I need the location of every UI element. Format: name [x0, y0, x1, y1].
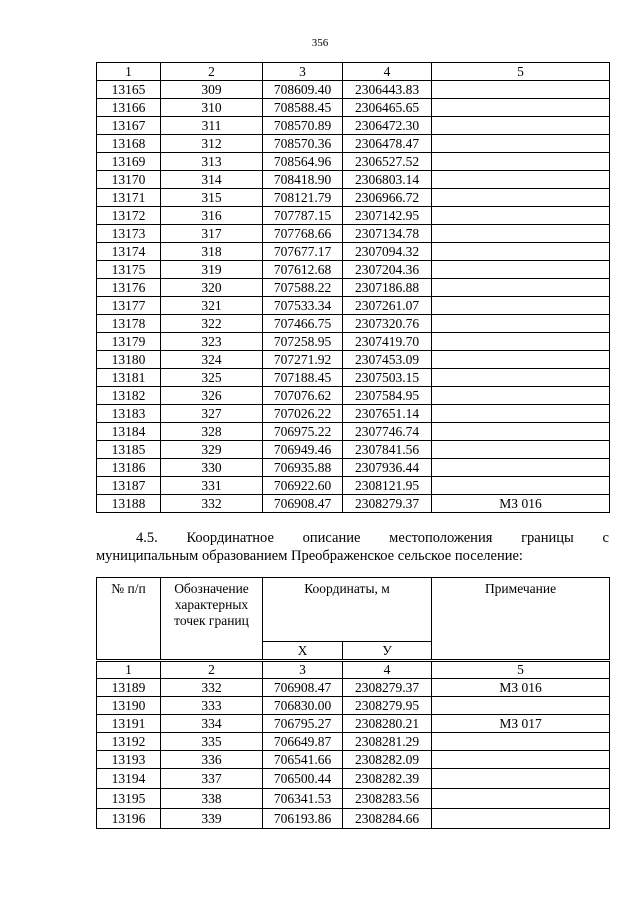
- page-number: 356: [311, 37, 329, 49]
- cell-point: 339: [161, 809, 263, 829]
- cell-note: [432, 117, 610, 135]
- cell-y: 2308283.56: [343, 789, 432, 809]
- cell-y: 2307419.70: [343, 333, 432, 351]
- cell-row-number: 13188: [97, 495, 161, 513]
- cell-row-number: 13166: [97, 99, 161, 117]
- cell-note: [432, 243, 610, 261]
- cell-point: 334: [161, 715, 263, 733]
- cell-point: 330: [161, 459, 263, 477]
- cell-row-number: 13194: [97, 769, 161, 789]
- table-row: [97, 189, 610, 207]
- cell-y: 2307186.88: [343, 279, 432, 297]
- column-number: 2: [161, 661, 263, 679]
- cell-note: [432, 751, 610, 769]
- table-row: [97, 495, 610, 513]
- cell-x: 708564.96: [263, 153, 343, 171]
- paragraph-word: границы: [521, 530, 574, 546]
- cell-note: [432, 99, 610, 117]
- cell-x: 707188.45: [263, 369, 343, 387]
- cell-point: 325: [161, 369, 263, 387]
- cell-y: 2308282.39: [343, 769, 432, 789]
- cell-x: 706975.22: [263, 423, 343, 441]
- cell-row-number: 13189: [97, 679, 161, 697]
- cell-y: 2307746.74: [343, 423, 432, 441]
- cell-x: 708609.40: [263, 81, 343, 99]
- cell-row-number: 13169: [97, 153, 161, 171]
- cell-y: 2308121.95: [343, 477, 432, 495]
- cell-x: 708588.45: [263, 99, 343, 117]
- column-number-row: [97, 661, 610, 679]
- table-row: [97, 733, 610, 751]
- cell-x: 708121.79: [263, 189, 343, 207]
- cell-note: [432, 809, 610, 829]
- cell-y: 2306443.83: [343, 81, 432, 99]
- table-row: [97, 477, 610, 495]
- cell-note: [432, 207, 610, 225]
- section-paragraph-line-2: муниципальным образованием Преображенское сельское поселение:: [96, 548, 523, 564]
- cell-note: [432, 769, 610, 789]
- cell-x: 706795.27: [263, 715, 343, 733]
- table-row: [97, 117, 610, 135]
- cell-row-number: 13183: [97, 405, 161, 423]
- cell-note: МЗ 016: [432, 679, 610, 697]
- cell-y: 2307094.32: [343, 243, 432, 261]
- paragraph-word: местоположения: [389, 530, 493, 546]
- header-row: [97, 578, 610, 642]
- coordinates-table: [96, 577, 610, 829]
- cell-note: [432, 351, 610, 369]
- cell-y: 2307841.56: [343, 441, 432, 459]
- header-note: Примечание: [432, 578, 610, 661]
- cell-row-number: 13181: [97, 369, 161, 387]
- table-row: [97, 261, 610, 279]
- cell-x: 708570.89: [263, 117, 343, 135]
- table-row: [97, 171, 610, 189]
- table-row: [97, 81, 610, 99]
- table-row: [97, 751, 610, 769]
- table-row: [97, 441, 610, 459]
- paragraph-word: с: [602, 530, 609, 546]
- cell-row-number: 13195: [97, 789, 161, 809]
- cell-row-number: 13184: [97, 423, 161, 441]
- header-y: У: [343, 642, 432, 661]
- cell-row-number: 13170: [97, 171, 161, 189]
- cell-y: 2307651.14: [343, 405, 432, 423]
- cell-y: 2306803.14: [343, 171, 432, 189]
- table-row: [97, 297, 610, 315]
- cell-y: 2306478.47: [343, 135, 432, 153]
- cell-row-number: 13171: [97, 189, 161, 207]
- table-body: [97, 679, 610, 829]
- cell-note: [432, 153, 610, 171]
- cell-note: [432, 315, 610, 333]
- cell-row-number: 13190: [97, 697, 161, 715]
- cell-point: 338: [161, 789, 263, 809]
- cell-x: 706949.46: [263, 441, 343, 459]
- table-row: [97, 459, 610, 477]
- cell-point: 327: [161, 405, 263, 423]
- cell-point: 333: [161, 697, 263, 715]
- cell-point: 337: [161, 769, 263, 789]
- cell-point: 336: [161, 751, 263, 769]
- cell-note: [432, 477, 610, 495]
- cell-x: 706908.47: [263, 495, 343, 513]
- cell-x: 708570.36: [263, 135, 343, 153]
- cell-x: 706922.60: [263, 477, 343, 495]
- cell-point: 319: [161, 261, 263, 279]
- cell-point: 331: [161, 477, 263, 495]
- table-row: [97, 351, 610, 369]
- cell-row-number: 13174: [97, 243, 161, 261]
- cell-note: [432, 405, 610, 423]
- coordinates-table-continued: [96, 62, 610, 513]
- column-number: 3: [263, 661, 343, 679]
- cell-y: 2308281.29: [343, 733, 432, 751]
- cell-point: 332: [161, 679, 263, 697]
- cell-point: 328: [161, 423, 263, 441]
- cell-y: 2306465.65: [343, 99, 432, 117]
- cell-row-number: 13193: [97, 751, 161, 769]
- cell-point: 335: [161, 733, 263, 751]
- cell-note: [432, 297, 610, 315]
- header-x: Х: [263, 642, 343, 661]
- cell-x: 707533.34: [263, 297, 343, 315]
- cell-note: [432, 171, 610, 189]
- table-row: [97, 809, 610, 829]
- cell-x: 706341.53: [263, 789, 343, 809]
- cell-point: 314: [161, 171, 263, 189]
- cell-note: [432, 189, 610, 207]
- cell-row-number: 13180: [97, 351, 161, 369]
- cell-row-number: 13182: [97, 387, 161, 405]
- cell-row-number: 13168: [97, 135, 161, 153]
- table-row: [97, 207, 610, 225]
- cell-note: [432, 81, 610, 99]
- cell-row-number: 13177: [97, 297, 161, 315]
- cell-x: 708418.90: [263, 171, 343, 189]
- cell-y: 2307584.95: [343, 387, 432, 405]
- table-row: [97, 697, 610, 715]
- cell-x: 706193.86: [263, 809, 343, 829]
- paragraph-word: описание: [302, 530, 361, 546]
- cell-y: 2307503.15: [343, 369, 432, 387]
- cell-point: 311: [161, 117, 263, 135]
- cell-x: 706908.47: [263, 679, 343, 697]
- table-row: [97, 243, 610, 261]
- cell-y: 2308280.21: [343, 715, 432, 733]
- column-number: 5: [432, 63, 610, 81]
- section-paragraph-line-1: [96, 529, 609, 547]
- cell-row-number: 13178: [97, 315, 161, 333]
- cell-point: 310: [161, 99, 263, 117]
- header-designation: Обозначение характерных точек границ: [161, 578, 263, 661]
- cell-y: 2307320.76: [343, 315, 432, 333]
- cell-point: 309: [161, 81, 263, 99]
- cell-note: [432, 441, 610, 459]
- cell-note: [432, 697, 610, 715]
- paragraph-word: Координатное: [186, 530, 274, 546]
- table-row: [97, 99, 610, 117]
- cell-row-number: 13176: [97, 279, 161, 297]
- cell-y: 2308279.95: [343, 697, 432, 715]
- cell-point: 315: [161, 189, 263, 207]
- cell-note: [432, 279, 610, 297]
- cell-x: 707588.22: [263, 279, 343, 297]
- cell-y: 2308282.09: [343, 751, 432, 769]
- cell-x: 707768.66: [263, 225, 343, 243]
- cell-row-number: 13167: [97, 117, 161, 135]
- column-number: 4: [343, 661, 432, 679]
- table-body: [97, 81, 610, 513]
- cell-y: 2308279.37: [343, 679, 432, 697]
- cell-row-number: 13192: [97, 733, 161, 751]
- table-row: [97, 225, 610, 243]
- cell-x: 706500.44: [263, 769, 343, 789]
- cell-point: 312: [161, 135, 263, 153]
- table-row: [97, 153, 610, 171]
- cell-y: 2307204.36: [343, 261, 432, 279]
- table-row: [97, 369, 610, 387]
- cell-y: 2307134.78: [343, 225, 432, 243]
- cell-row-number: 13172: [97, 207, 161, 225]
- cell-row-number: 13186: [97, 459, 161, 477]
- cell-y: 2308284.66: [343, 809, 432, 829]
- cell-row-number: 13187: [97, 477, 161, 495]
- table-row: [97, 333, 610, 351]
- cell-note: [432, 733, 610, 751]
- header-coordinates: Координаты, м: [263, 578, 432, 642]
- cell-note: [432, 789, 610, 809]
- cell-point: 317: [161, 225, 263, 243]
- column-number: 2: [161, 63, 263, 81]
- cell-point: 321: [161, 297, 263, 315]
- cell-x: 707466.75: [263, 315, 343, 333]
- cell-x: 707258.95: [263, 333, 343, 351]
- cell-y: 2307261.07: [343, 297, 432, 315]
- cell-note: [432, 225, 610, 243]
- cell-point: 316: [161, 207, 263, 225]
- cell-point: 324: [161, 351, 263, 369]
- column-number: 3: [263, 63, 343, 81]
- header-number: № п/п: [97, 578, 161, 661]
- cell-point: 313: [161, 153, 263, 171]
- cell-note: МЗ 016: [432, 495, 610, 513]
- paragraph-word: 4.5.: [136, 530, 158, 546]
- cell-row-number: 13175: [97, 261, 161, 279]
- cell-note: [432, 369, 610, 387]
- cell-point: 322: [161, 315, 263, 333]
- cell-point: 326: [161, 387, 263, 405]
- table-row: [97, 679, 610, 697]
- cell-y: 2306472.30: [343, 117, 432, 135]
- cell-note: [432, 333, 610, 351]
- cell-x: 706830.00: [263, 697, 343, 715]
- cell-y: 2308279.37: [343, 495, 432, 513]
- cell-point: 323: [161, 333, 263, 351]
- column-number-row: [97, 63, 610, 81]
- cell-note: [432, 423, 610, 441]
- column-number: 1: [97, 661, 161, 679]
- table-row: [97, 715, 610, 733]
- cell-note: [432, 261, 610, 279]
- cell-y: 2307142.95: [343, 207, 432, 225]
- cell-row-number: 13185: [97, 441, 161, 459]
- cell-x: 706935.88: [263, 459, 343, 477]
- table-row: [97, 135, 610, 153]
- cell-note: МЗ 017: [432, 715, 610, 733]
- table-row: [97, 315, 610, 333]
- cell-x: 707026.22: [263, 405, 343, 423]
- cell-x: 707076.62: [263, 387, 343, 405]
- cell-x: 707271.92: [263, 351, 343, 369]
- cell-row-number: 13179: [97, 333, 161, 351]
- cell-row-number: 13196: [97, 809, 161, 829]
- cell-x: 706649.87: [263, 733, 343, 751]
- column-number: 1: [97, 63, 161, 81]
- cell-y: 2307936.44: [343, 459, 432, 477]
- cell-note: [432, 459, 610, 477]
- cell-x: 706541.66: [263, 751, 343, 769]
- column-number: 4: [343, 63, 432, 81]
- cell-x: 707677.17: [263, 243, 343, 261]
- cell-y: 2307453.09: [343, 351, 432, 369]
- table-row: [97, 387, 610, 405]
- table-row: [97, 789, 610, 809]
- table-row: [97, 279, 610, 297]
- table-row: [97, 423, 610, 441]
- cell-row-number: 13165: [97, 81, 161, 99]
- cell-row-number: 13191: [97, 715, 161, 733]
- cell-y: 2306527.52: [343, 153, 432, 171]
- cell-point: 318: [161, 243, 263, 261]
- cell-point: 320: [161, 279, 263, 297]
- column-number: 5: [432, 661, 610, 679]
- table-row: [97, 769, 610, 789]
- cell-row-number: 13173: [97, 225, 161, 243]
- cell-x: 707787.15: [263, 207, 343, 225]
- table-row: [97, 405, 610, 423]
- cell-point: 329: [161, 441, 263, 459]
- cell-note: [432, 387, 610, 405]
- cell-y: 2306966.72: [343, 189, 432, 207]
- cell-x: 707612.68: [263, 261, 343, 279]
- cell-note: [432, 135, 610, 153]
- cell-point: 332: [161, 495, 263, 513]
